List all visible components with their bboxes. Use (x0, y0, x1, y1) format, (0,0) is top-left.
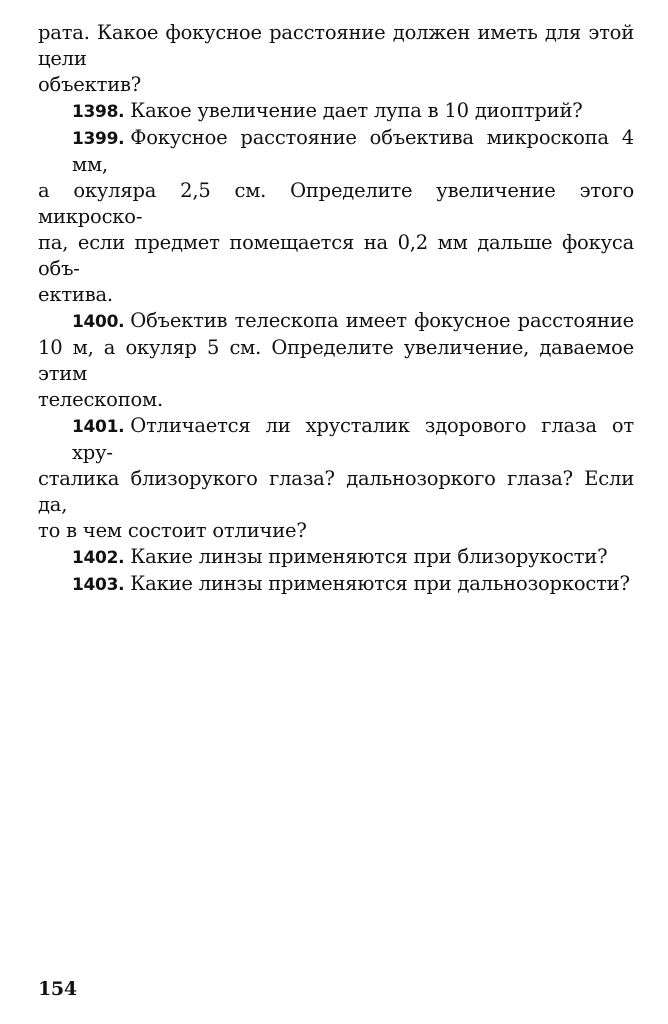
problem-1399-line-1 (38, 125, 634, 178)
problem-1398 (38, 98, 634, 125)
problem-number: 1403. (72, 575, 125, 595)
problem-1400-line-3: телескопом. (38, 388, 164, 411)
continuation-line-1: рата. Какое фокусное расстояние должен иметь для этой цели (38, 21, 634, 70)
problem-text: Объектив телескопа имеет фокусное расстояние (130, 309, 634, 332)
problem-number: 1402. (72, 548, 125, 568)
problem-number: 1399. (72, 129, 125, 149)
problem-1401-line-1 (38, 413, 634, 466)
problem-number: 1398. (72, 102, 125, 122)
problem-1402 (38, 544, 634, 571)
problem-1403 (38, 571, 634, 598)
problem-number: 1401. (72, 417, 125, 437)
problem-1400-line-1 (38, 308, 634, 335)
problem-1399-line-3: па, если предмет помещается на 0,2 мм дальше фокуса объ- (38, 231, 634, 280)
problem-text: Какие линзы применяются при близорукости? (130, 545, 608, 568)
problem-text: Какие линзы применяются при дальнозоркости? (130, 572, 630, 595)
problem-text: Отличается ли хрусталик здорового глаза от хру- (72, 414, 634, 464)
continuation-line-2: объектив? (38, 73, 142, 96)
page-number: 154 (38, 978, 77, 1000)
problem-1401-line-2: сталика близорукого глаза? дальнозоркого глаза? Если да, (38, 467, 634, 516)
problem-text: Фокусное расстояние объектива микроскопа 4 мм, (72, 126, 634, 176)
problem-1399-line-2: а окуляра 2,5 см. Определите увеличение этого микроско- (38, 179, 634, 228)
problem-1399-line-4: ектива. (38, 283, 113, 306)
problem-text: Какое увеличение дает лупа в 10 диоптрий? (130, 99, 583, 122)
page-body (38, 20, 634, 598)
problem-1401-line-3: то в чем состоит отличие? (38, 519, 307, 542)
problem-number: 1400. (72, 312, 125, 332)
problem-1400-line-2: 10 м, а окуляр 5 см. Определите увеличение, даваемое этим (38, 336, 634, 385)
